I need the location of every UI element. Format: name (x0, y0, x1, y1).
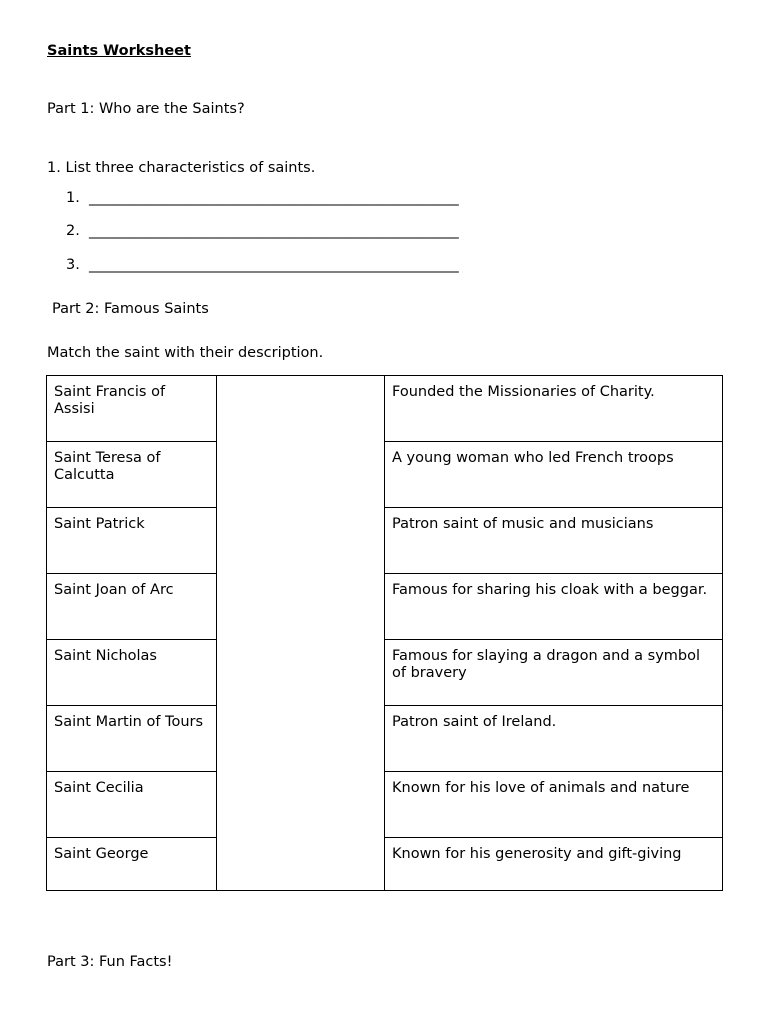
saint-description: Famous for sharing his cloak with a beggar. (385, 574, 723, 640)
saint-description: Patron saint of music and musicians (385, 508, 723, 574)
saint-name: Saint Joan of Arc (47, 574, 217, 640)
question-1: 1. List three characteristics of saints. (47, 160, 316, 176)
match-instruction: Match the saint with their description. (47, 345, 324, 361)
part2-heading: Part 2: Famous Saints (52, 301, 209, 317)
answer-blank-3[interactable] (66, 257, 459, 273)
worksheet-title: Saints Worksheet (47, 43, 191, 59)
answer-line: ___________________________________________________ (89, 223, 459, 239)
table-row (47, 640, 723, 706)
answer-line: ___________________________________________________ (89, 257, 459, 273)
answer-blank-2[interactable] (66, 223, 459, 239)
saint-name: Saint Martin of Tours (47, 706, 217, 772)
table-row (47, 574, 723, 640)
table-row (47, 376, 723, 442)
table-row (47, 772, 723, 838)
matching-table (46, 375, 723, 891)
match-answer-column[interactable] (217, 376, 385, 891)
answer-number: 2. (66, 223, 80, 239)
answer-number: 1. (66, 190, 80, 206)
saint-name: Saint Nicholas (47, 640, 217, 706)
saint-name: Saint Teresa of Calcutta (47, 442, 217, 508)
answer-blank-1[interactable] (66, 190, 459, 206)
saint-description: Patron saint of Ireland. (385, 706, 723, 772)
saint-description: Famous for slaying a dragon and a symbol of bravery (385, 640, 723, 706)
saint-name: Saint George (47, 838, 217, 891)
answer-number: 3. (66, 257, 80, 273)
saint-description: A young woman who led French troops (385, 442, 723, 508)
saint-name: Saint Cecilia (47, 772, 217, 838)
part3-heading: Part 3: Fun Facts! (47, 954, 173, 970)
part1-heading: Part 1: Who are the Saints? (47, 101, 245, 117)
table-row (47, 838, 723, 891)
saint-name: Saint Francis of Assisi (47, 376, 217, 442)
table-row (47, 706, 723, 772)
answer-line: ___________________________________________________ (89, 190, 459, 206)
table-row (47, 442, 723, 508)
saint-description: Known for his love of animals and nature (385, 772, 723, 838)
saint-description: Known for his generosity and gift-giving (385, 838, 723, 891)
saint-description: Founded the Missionaries of Charity. (385, 376, 723, 442)
table-row (47, 508, 723, 574)
saint-name: Saint Patrick (47, 508, 217, 574)
